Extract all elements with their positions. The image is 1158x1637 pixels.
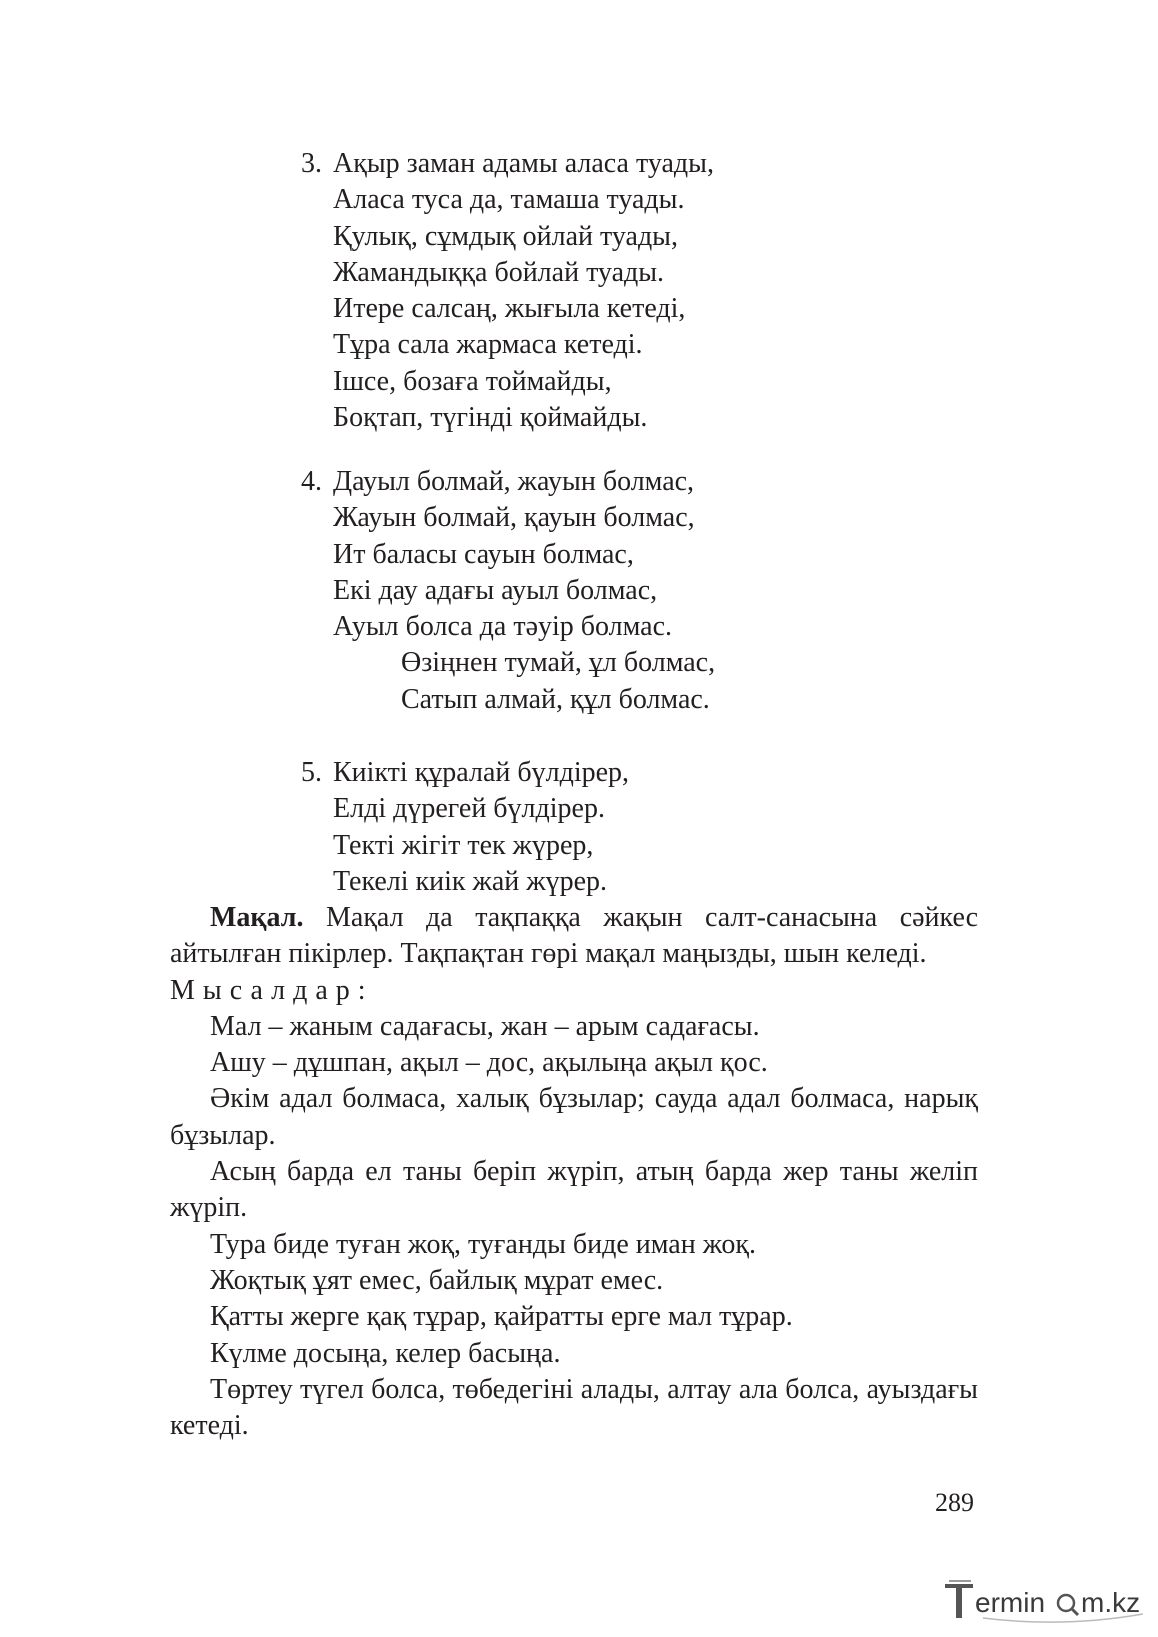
verse-line: Боқтап, түгінді қоймайды. [333, 402, 648, 434]
page-number: 289 [935, 1488, 974, 1517]
proverb: Асың барда ел таны беріп жүріп, атың барда жер таны желіп жүріп. [170, 1156, 978, 1224]
verse-line: Аласа туса да, тамаша туады. [333, 184, 685, 216]
verse-line: Өзіңнен тумай, ұл болмас, [401, 647, 716, 679]
proverb: Күлме досыңа, келер басыңа. [210, 1337, 561, 1369]
proverb: Жоқтық ұят емес, байлық мұрат емес. [210, 1264, 664, 1296]
verse-3 [301, 146, 861, 436]
verse-line: Қулық, сұмдық ойлай туады, [333, 220, 678, 252]
makal-term: Мақал. [210, 902, 304, 933]
logo-text-b: m.kz [1081, 1587, 1141, 1618]
verse-line: 4. Дауыл болмай, жауын болмас, [301, 464, 861, 500]
proverb: Қатты жерге қақ тұрар, қайратты ерге мал тұрар. [210, 1301, 793, 1333]
examples-label: Мысалдар: [170, 974, 374, 1006]
verse-line: Текелі киік жай жүрер. [333, 865, 608, 897]
verse-line: Сатып алмай, құл болмас. [401, 683, 710, 715]
termincom-logo [943, 1578, 1148, 1626]
verse-line: Тұра сала жармаса кетеді. [333, 329, 643, 361]
verse-line: Итере салсаң, жығыла кетеді, [333, 293, 686, 325]
verse-line: Ішсе, бозаға тоймайды, [333, 365, 612, 397]
verse-line: 3. Ақыр заман адамы аласа туады, [301, 146, 861, 182]
verse-number: 3. [301, 148, 322, 179]
verse-4 [301, 464, 861, 718]
verse-line: Ауыл болса да тәуір болмас. [333, 611, 673, 643]
makal-definition: Мақал. Мақал да тақпаққа жақын салт-санасына сәйкес айтылған пікірлер. Тақпақтан гөрі мақал маңызды, шын келеді. [170, 902, 978, 970]
proverb: Төртеу түгел болса, төбедегіні алады, алтау ала болса, ауыздағы кетеді. [170, 1373, 978, 1442]
verse-number: 5. [301, 757, 322, 788]
proverb: Мал – жаным садағасы, жан – арым садағасы. [210, 1010, 760, 1042]
makal-section [170, 900, 978, 1444]
verse-5 [301, 755, 861, 900]
proverb: Әкім адал болмаса, халық бұзылар; сауда адал болмаса, нарық бұзылар. [170, 1083, 978, 1151]
verse-line: Текті жігіт тек жүрер, [333, 829, 594, 861]
proverb: Ашу – дұшпан, ақыл – дос, ақылыңа ақыл қос. [210, 1047, 768, 1079]
verse-line: Екі дау адағы ауыл болмас, [333, 574, 658, 606]
proverb: Тура биде туған жоқ, туғанды биде иман жоқ. [210, 1228, 756, 1260]
verse-number: 4. [301, 466, 322, 497]
verse-line: Ит баласы сауын болмас, [333, 538, 634, 570]
logo-text-a: ermin [975, 1587, 1046, 1618]
verse-line: 5. Киікті құралай бүлдірер, [301, 755, 861, 791]
magnifier-icon [1058, 1595, 1078, 1615]
verse-line: Жауын болмай, қауын болмас, [333, 502, 695, 534]
verse-line: Елді дүрегей бүлдірер. [333, 793, 605, 825]
verse-line: Жамандыққа бойлай туады. [333, 256, 665, 288]
